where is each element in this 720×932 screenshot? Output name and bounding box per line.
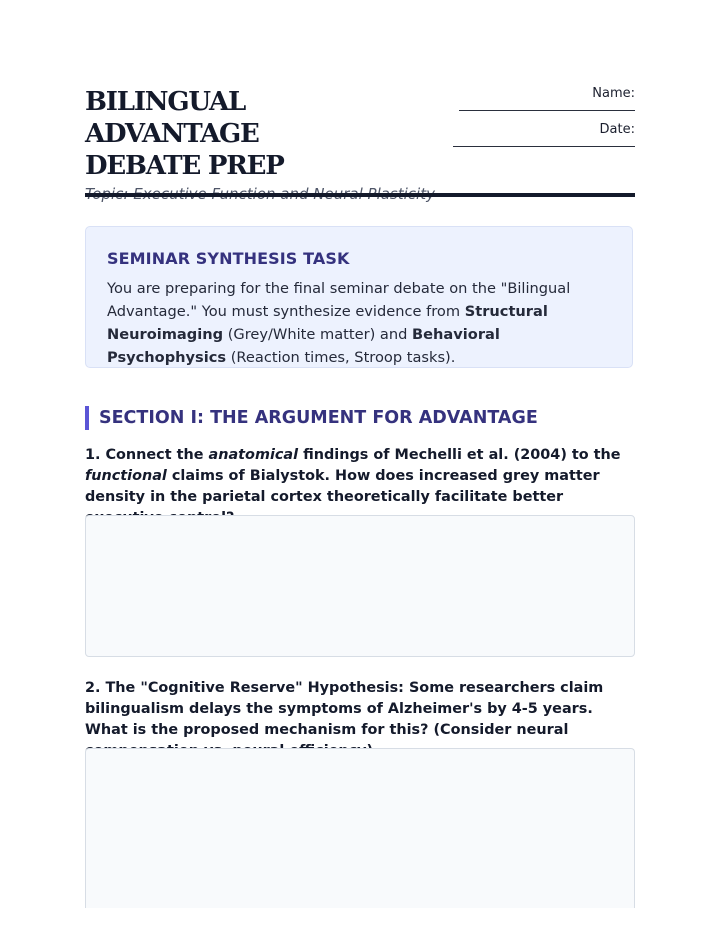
answer-box-1[interactable] [85,515,635,657]
question-1-part-2: findings of Mechelli et al. (2004) to the [298,447,621,463]
question-2: 2. The "Cognitive Reserve" Hypothesis: Some researchers claim bilingualism delays the symptoms of Alzheimer's by 4-5 years. What is the proposed mechanism for this? (Consider neural [85,680,604,738]
name-label: Name: [592,86,635,101]
question-1-part-1: 1. Connect the [85,447,209,463]
task-bold-2: Behavioral Psychophysics [107,326,500,366]
question-1-italic-1: anatomical [208,447,299,463]
section-title: SECTION I: THE ARGUMENT FOR ADVANTAGE [85,406,538,430]
worksheet-title [85,86,415,182]
header-divider [85,193,635,197]
question-1-italic-2: functional [85,468,167,484]
date-label: Date: [599,122,635,137]
title-line-2: DEBATE PREP [85,151,284,181]
answer-box-2[interactable] [85,748,635,908]
name-date-fields [453,86,635,147]
worksheet-header [85,86,635,194]
task-text-2: (Grey/White matter) and [223,326,413,343]
task-box [85,226,633,368]
task-text-3: (Reaction times, Stroop tasks). [226,349,456,366]
task-text-1: You are preparing for the final seminar debate on the "Bilingual Advantage." You must synthesize evidence from [107,280,571,320]
title-line-1: BILINGUAL ADVANTAGE [85,87,259,149]
name-line[interactable] [459,110,635,111]
task-description [107,277,611,369]
question-1-part-3: claims of Bialystok. How does increased grey matter density in the parietal cortex theoretically facilitate better [85,468,600,505]
task-bold-1: Structural Neuroimaging [107,303,548,343]
task-heading: SEMINAR SYNTHESIS TASK [107,249,350,268]
worksheet-page [85,86,635,738]
date-line[interactable] [453,146,635,147]
